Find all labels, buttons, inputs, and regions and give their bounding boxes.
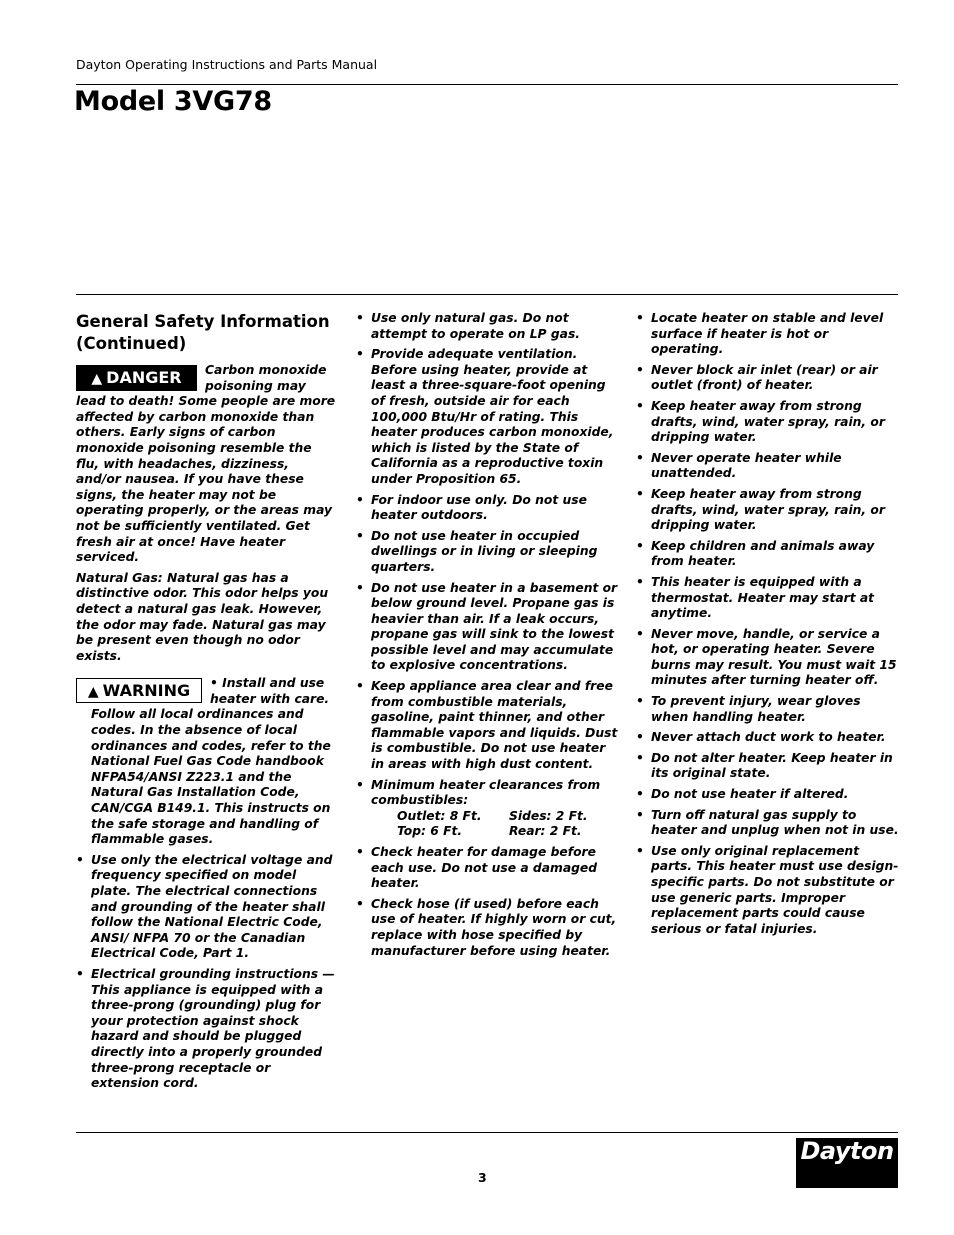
clearance-top: Top: 6 Ft. [397, 824, 463, 839]
list-item: • Keep appliance area clear and free from combustible materials, gasoline, paint thinner, and other flammable vapors and liquids. Dust is combustible. Do not use heater in areas with high dust content. [356, 679, 618, 772]
clearance-outlet: Outlet: 8 Ft. [397, 808, 482, 823]
footer-rule [76, 1132, 898, 1133]
model-title: Model 3VG78 [74, 86, 272, 117]
list-item: • Use only original replacement parts. This heater must use design-specific parts. Do not substitute or use generic parts. Improper replacement parts could cause serious or fatal injuries. [636, 843, 899, 936]
danger-text: Carbon monoxide poisoning may lead to death! Some people are more affected by carbon monoxide than others. Early signs of carbon monoxide poisoning resemble the flu, with headaches, dizziness, and/or nausea. If you have these signs, the heater may not be operating properly, or the areas may not be sufficiently ventilated. Get fresh air at once! Have heater serviced. [76, 363, 336, 565]
list-item: • Keep heater away from strong drafts, wind, water spray, rain, or dripping water. [636, 398, 885, 445]
manual-title: Dayton Operating Instructions and Parts Manual [76, 57, 378, 72]
list-item: • Provide adequate ventilation. Before using heater, provide at least a three-square-foot opening of fresh, outside air for each 100,000 Btu/Hr of rating. This heater produces carbon monoxide, which is listed by the State of California as a reproductive toxin under Proposition 65. [356, 347, 614, 486]
list-item: • Check hose (if used) before each use of heater. If highly worn or cut, replace with hose specified by manufacturer before using heater. [356, 896, 617, 958]
section-title: General Safety Information (Continued) [76, 312, 330, 353]
danger-label: ▲ DANGER [76, 365, 197, 391]
column-1 [76, 311, 338, 1097]
list-item: • Use only the electrical voltage and frequency specified on model plate. The electrical connections and grounding of the heater shall follow the National Electric Code, ANSI/ NFPA 70 or the Canadian Electrical Code, Part 1. [76, 852, 333, 961]
list-item: • Never operate heater while unattended. [636, 450, 842, 481]
list-item: • Never move, handle, or service a hot, or operating heater. Severe burns may result. You must wait 15 minutes after turning heater off. [636, 626, 897, 688]
list-item: • For indoor use only. Do not use heater outdoors. [356, 492, 587, 523]
warning-triangle-icon: ▲ [87, 684, 99, 701]
header-rule [76, 84, 898, 85]
clearance-sides: Sides: 2 Ft. [509, 808, 588, 823]
list-item: • Keep children and animals away from heater. [636, 538, 875, 569]
warning-first-item-cont: Follow all local ordinances and codes. In the absence of local ordinances and codes, refer to the National Fuel Gas Code handbook NFPA54/ANSI Z223.1 and the Natural Gas Installation Code, CAN/CGA B149.1. This instructs on the safe storage and handling of flammable gases. [91, 707, 331, 847]
natural-gas-text: Natural Gas: Natural gas has a distinctive odor. This odor helps you detect a natural gas leak. However, the odor may fade. Natural gas may be present even though no odor exists. [76, 570, 329, 663]
list-item: • Use only natural gas. Do not attempt to operate on LP gas. [356, 311, 580, 341]
list-item: • To prevent injury, wear gloves when handling heater. [636, 694, 861, 724]
list-item: • This heater is equipped with a thermostat. Heater may start at anytime. [636, 574, 875, 621]
list-item: • Do not use heater if altered. [636, 787, 849, 802]
page-number: 3 [478, 1170, 487, 1185]
column-3 [636, 311, 900, 942]
list-item: • Do not alter heater. Keep heater in its original state. [636, 750, 893, 781]
list-item: • Electrical grounding instructions — This appliance is equipped with a three-prong (grounding) plug for your protection against shock hazard and should be plugged directly into a properly grounded three-prong receptacle or extension cord. [76, 966, 335, 1091]
safety-list-c [636, 311, 900, 937]
safety-list-a [356, 311, 620, 959]
list-item: • Minimum heater clearances from combustibles: Outlet: 8 Ft. Sides: 2 Ft. Top: 6 Ft. Rear: 2 Ft. [356, 778, 620, 840]
list-item: • Locate heater on stable and level surface if heater is hot or operating. [636, 311, 884, 357]
list-item: • Turn off natural gas supply to heater and unplug when not in use. [636, 807, 899, 838]
warning-list [76, 853, 338, 1092]
clearance-rear: Rear: 2 Ft. [509, 824, 582, 839]
clearance-table [371, 809, 620, 840]
list-item: • Never block air inlet (rear) or air outlet (front) of heater. [636, 362, 878, 393]
list-item: • Do not use heater in occupied dwellings or in living or sleeping quarters. [356, 528, 598, 574]
list-item: • Check heater for damage before each use. Do not use a damaged heater. [356, 845, 598, 891]
list-item: • Keep heater away from strong drafts, wind, water spray, rain, or dripping water. [636, 486, 885, 533]
warning-first-item: • Install and use heater with care. [210, 676, 330, 706]
warning-label: ▲ WARNING [76, 678, 202, 703]
warning-triangle-icon: ▲ [91, 371, 103, 387]
section-rule [76, 294, 898, 295]
list-item: • Never attach duct work to heater. [636, 730, 886, 745]
column-2 [356, 311, 620, 964]
dayton-logo: Dayton [796, 1138, 898, 1188]
list-item: • Do not use heater in a basement or below ground level. Propane gas is heavier than air. If a leak occurs, propane gas will sink to the lowest possible level and may accumulate to explosive concentrations. [356, 580, 618, 673]
